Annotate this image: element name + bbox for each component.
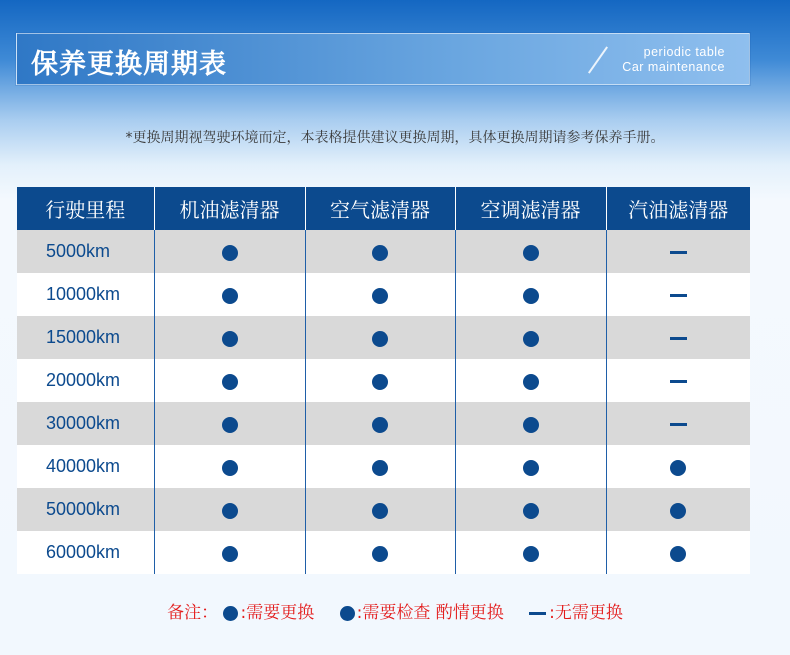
filled-circle-icon	[222, 374, 238, 390]
mileage-cell: 15000km	[17, 316, 154, 359]
slash-decoration	[588, 46, 608, 73]
filled-circle-icon	[372, 245, 388, 261]
status-cell	[154, 402, 305, 445]
dash-icon	[670, 423, 687, 426]
mileage-cell: 5000km	[17, 230, 154, 273]
column-header-air-filter: 空气滤清器	[305, 187, 455, 230]
none-legend-icon	[529, 612, 546, 615]
dash-icon	[670, 294, 687, 297]
status-cell	[305, 230, 455, 273]
mileage-cell: 40000km	[17, 445, 154, 488]
filled-circle-icon	[222, 331, 238, 347]
column-header-oil-filter: 机油滤清器	[154, 187, 305, 230]
status-cell	[606, 230, 750, 273]
status-cell	[455, 359, 606, 402]
filled-circle-icon	[372, 374, 388, 390]
filled-circle-icon	[523, 331, 539, 347]
filled-circle-icon	[523, 245, 539, 261]
filled-circle-icon	[523, 417, 539, 433]
status-cell	[606, 445, 750, 488]
english-subtitle	[622, 45, 725, 75]
status-cell	[606, 402, 750, 445]
status-cell	[154, 273, 305, 316]
filled-circle-icon	[523, 288, 539, 304]
status-cell	[606, 531, 750, 574]
status-cell	[606, 488, 750, 531]
legend-label: 备注：	[167, 603, 219, 623]
mileage-cell: 60000km	[17, 531, 154, 574]
column-header-fuel-filter: 汽油滤清器	[606, 187, 750, 230]
title-banner	[16, 33, 750, 85]
status-cell	[154, 230, 305, 273]
table-header-row	[17, 187, 750, 230]
status-cell	[305, 402, 455, 445]
disclaimer-note: *更换周期视驾驶环境而定，本表格提供建议更换周期，具体更换周期请参考保养手册。	[125, 130, 665, 146]
dash-icon	[670, 380, 687, 383]
status-cell	[154, 359, 305, 402]
filled-circle-icon	[222, 417, 238, 433]
filled-circle-icon	[670, 503, 686, 519]
dash-icon	[670, 337, 687, 340]
status-cell	[606, 359, 750, 402]
filled-circle-icon	[222, 288, 238, 304]
table-row	[17, 445, 750, 488]
mileage-cell: 10000km	[17, 273, 154, 316]
filled-circle-icon	[222, 546, 238, 562]
filled-circle-icon	[372, 417, 388, 433]
status-cell	[455, 316, 606, 359]
table-body	[17, 230, 750, 574]
status-cell	[154, 445, 305, 488]
filled-circle-icon	[670, 460, 686, 476]
status-cell	[606, 316, 750, 359]
legend-inspect-text: :需要检查 酌情更换	[356, 603, 504, 623]
status-cell	[305, 488, 455, 531]
status-cell	[455, 402, 606, 445]
status-cell	[154, 488, 305, 531]
status-cell	[455, 531, 606, 574]
filled-circle-icon	[523, 460, 539, 476]
column-header-mileage: 行驶里程	[17, 187, 154, 230]
status-cell	[305, 273, 455, 316]
english-subtitle-line1: periodic table	[643, 45, 725, 59]
mileage-cell: 20000km	[17, 359, 154, 402]
status-cell	[455, 273, 606, 316]
status-cell	[455, 445, 606, 488]
dash-icon	[670, 251, 687, 254]
legend-replace-text: :需要更换	[240, 603, 315, 623]
filled-circle-icon	[523, 374, 539, 390]
table-row	[17, 531, 750, 574]
filled-circle-icon	[670, 546, 686, 562]
legend-none-text: :无需更换	[549, 603, 623, 623]
status-cell	[455, 230, 606, 273]
status-cell	[154, 316, 305, 359]
status-cell	[606, 273, 750, 316]
table-row	[17, 230, 750, 273]
filled-circle-icon	[372, 331, 388, 347]
filled-circle-icon	[222, 245, 238, 261]
status-cell	[305, 359, 455, 402]
filled-circle-icon	[222, 460, 238, 476]
table-row	[17, 316, 750, 359]
filled-circle-icon	[222, 503, 238, 519]
inspect-legend-icon	[340, 606, 355, 621]
mileage-cell: 30000km	[17, 402, 154, 445]
maintenance-table	[17, 187, 750, 574]
filled-circle-icon	[372, 546, 388, 562]
filled-circle-icon	[372, 288, 388, 304]
replace-legend-icon	[223, 606, 238, 621]
filled-circle-icon	[523, 503, 539, 519]
status-cell	[154, 531, 305, 574]
mileage-cell: 50000km	[17, 488, 154, 531]
filled-circle-icon	[523, 546, 539, 562]
table-row	[17, 273, 750, 316]
filled-circle-icon	[372, 460, 388, 476]
table-row	[17, 488, 750, 531]
column-header-ac-filter: 空调滤清器	[455, 187, 606, 230]
filled-circle-icon	[372, 503, 388, 519]
table-row	[17, 359, 750, 402]
status-cell	[455, 488, 606, 531]
status-cell	[305, 445, 455, 488]
page-title: 保养更换周期表	[31, 49, 227, 80]
english-subtitle-line2: Car maintenance	[622, 60, 725, 74]
status-cell	[305, 531, 455, 574]
legend	[0, 598, 790, 623]
table-row	[17, 402, 750, 445]
status-cell	[305, 316, 455, 359]
